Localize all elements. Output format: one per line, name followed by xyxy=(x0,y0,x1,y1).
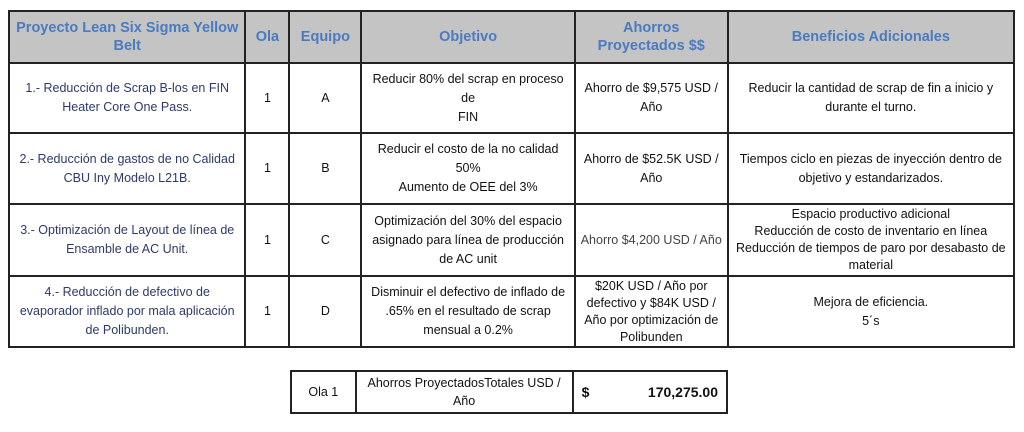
currency-symbol: $ xyxy=(581,384,590,400)
cell-beneficios xyxy=(728,204,1014,276)
text-line: evaporador inflado por mala aplicación xyxy=(19,304,235,318)
total-amount: 170,275.00 xyxy=(647,384,718,400)
cell-equipo: D xyxy=(289,276,361,347)
cell-objetivo xyxy=(361,133,575,204)
cell-proyecto xyxy=(9,63,245,133)
cell-ahorros xyxy=(575,276,728,347)
cell-proyecto xyxy=(9,276,245,347)
cell-equipo: C xyxy=(289,204,361,276)
text-line: Año xyxy=(452,394,476,408)
cell-ola: 1 xyxy=(245,133,289,204)
text-line: Optimización del 30% del espacio xyxy=(374,213,562,228)
text-line: .65% en el resultado de scrap xyxy=(385,304,551,318)
text-line: 1.- Reducción de Scrap B-los en FIN xyxy=(25,81,229,95)
cell-beneficios xyxy=(728,276,1014,347)
text-line: Tiempos ciclo en piezas de inyección dentro de xyxy=(739,151,1002,166)
cell-equipo: A xyxy=(289,63,361,133)
header-equipo: Equipo xyxy=(289,11,361,63)
text-line: Reducir el costo de la no calidad 50% xyxy=(377,142,559,175)
cell-equipo: B xyxy=(289,133,361,204)
text-line: Ensamble de AC Unit. xyxy=(66,242,189,256)
text-line: Espacio productivo adicional xyxy=(791,207,951,221)
header-row xyxy=(9,11,1014,63)
text-line: Reducir la cantidad de scrap de fin a inicio y xyxy=(748,81,994,95)
table-row xyxy=(9,204,1014,276)
cell-objetivo xyxy=(361,204,575,276)
header-beneficios: Beneficios Adicionales xyxy=(728,11,1014,63)
text-line: Ahorro de $52.5K USD / xyxy=(583,151,719,166)
text-line: Año xyxy=(640,170,663,185)
summary-ola: Ola 1 xyxy=(291,371,356,413)
text-line: durante el turno. xyxy=(825,100,917,114)
text-line: $20K USD / Año por xyxy=(594,278,708,293)
header-objetivo: Objetivo xyxy=(361,11,575,63)
summary-label xyxy=(356,371,573,413)
cell-ahorros xyxy=(575,133,728,204)
header-proyecto xyxy=(9,11,245,63)
text-line: Ahorro $4,200 USD / Año xyxy=(580,232,722,247)
table-row xyxy=(9,63,1014,133)
cell-ola: 1 xyxy=(245,63,289,133)
text-line: Heater Core One Pass. xyxy=(62,100,193,114)
summary-total xyxy=(573,371,727,413)
text-line: Disminuir el defectivo de inflado de xyxy=(371,285,566,299)
cell-beneficios xyxy=(728,63,1014,133)
text-line: Año por optimización de xyxy=(584,312,719,327)
cell-ahorros xyxy=(575,204,728,276)
summary-row xyxy=(291,371,727,413)
text-line: asignado para línea de producción xyxy=(372,232,564,247)
text-line: 3.- Optimización de Layout de línea de xyxy=(20,223,235,237)
cell-objetivo xyxy=(361,276,575,347)
text-line: Reducir 80% del scrap en proceso de xyxy=(372,71,564,105)
text-line: Reducción de costo de inventario en línea xyxy=(754,224,988,238)
cell-ola: 1 xyxy=(245,204,289,276)
table-row xyxy=(9,133,1014,204)
header-ahorros: Ahorros Proyectados $$ xyxy=(575,11,728,63)
cell-ola: 1 xyxy=(245,276,289,347)
text-line: objetivo y estandarizados. xyxy=(798,170,944,185)
text-line: Año xyxy=(640,100,663,114)
table-row xyxy=(9,276,1014,347)
text-line: Ahorros ProyectadosTotales USD / xyxy=(367,376,561,390)
text-line: 5´s xyxy=(862,313,880,328)
text-line: CBU Iny Modelo L21B. xyxy=(63,170,191,185)
summary-table xyxy=(290,370,728,414)
text-line: material xyxy=(848,258,894,272)
text-line: de AC unit xyxy=(439,251,497,266)
cell-proyecto xyxy=(9,133,245,204)
text-line: 2.- Reducción de gastos de no Calidad xyxy=(19,151,235,166)
text-line: FIN xyxy=(458,109,479,124)
text-line: mensual a 0.2% xyxy=(423,323,513,337)
cell-beneficios xyxy=(728,133,1014,204)
cell-proyecto xyxy=(9,204,245,276)
text-line: Mejora de eficiencia. xyxy=(813,294,929,309)
header-label: Proyecto Lean Six Sigma Yellow Belt xyxy=(16,20,239,54)
text-line: Ahorro de $9,575 USD / xyxy=(584,81,718,95)
text-line: Polibunden xyxy=(619,329,683,344)
text-line: de Polibunden. xyxy=(85,323,169,337)
text-line: Reducción de tiempos de paro por desabasto de xyxy=(736,241,1006,255)
text-line: 4.- Reducción de defectivo de xyxy=(44,285,210,299)
header-ola: Ola xyxy=(245,11,289,63)
text-line: Aumento de OEE del 3% xyxy=(398,180,538,194)
cell-objetivo xyxy=(361,63,575,133)
text-line: defectivo y $84K USD / xyxy=(586,295,716,310)
cell-ahorros xyxy=(575,63,728,133)
projects-table xyxy=(8,10,1015,348)
